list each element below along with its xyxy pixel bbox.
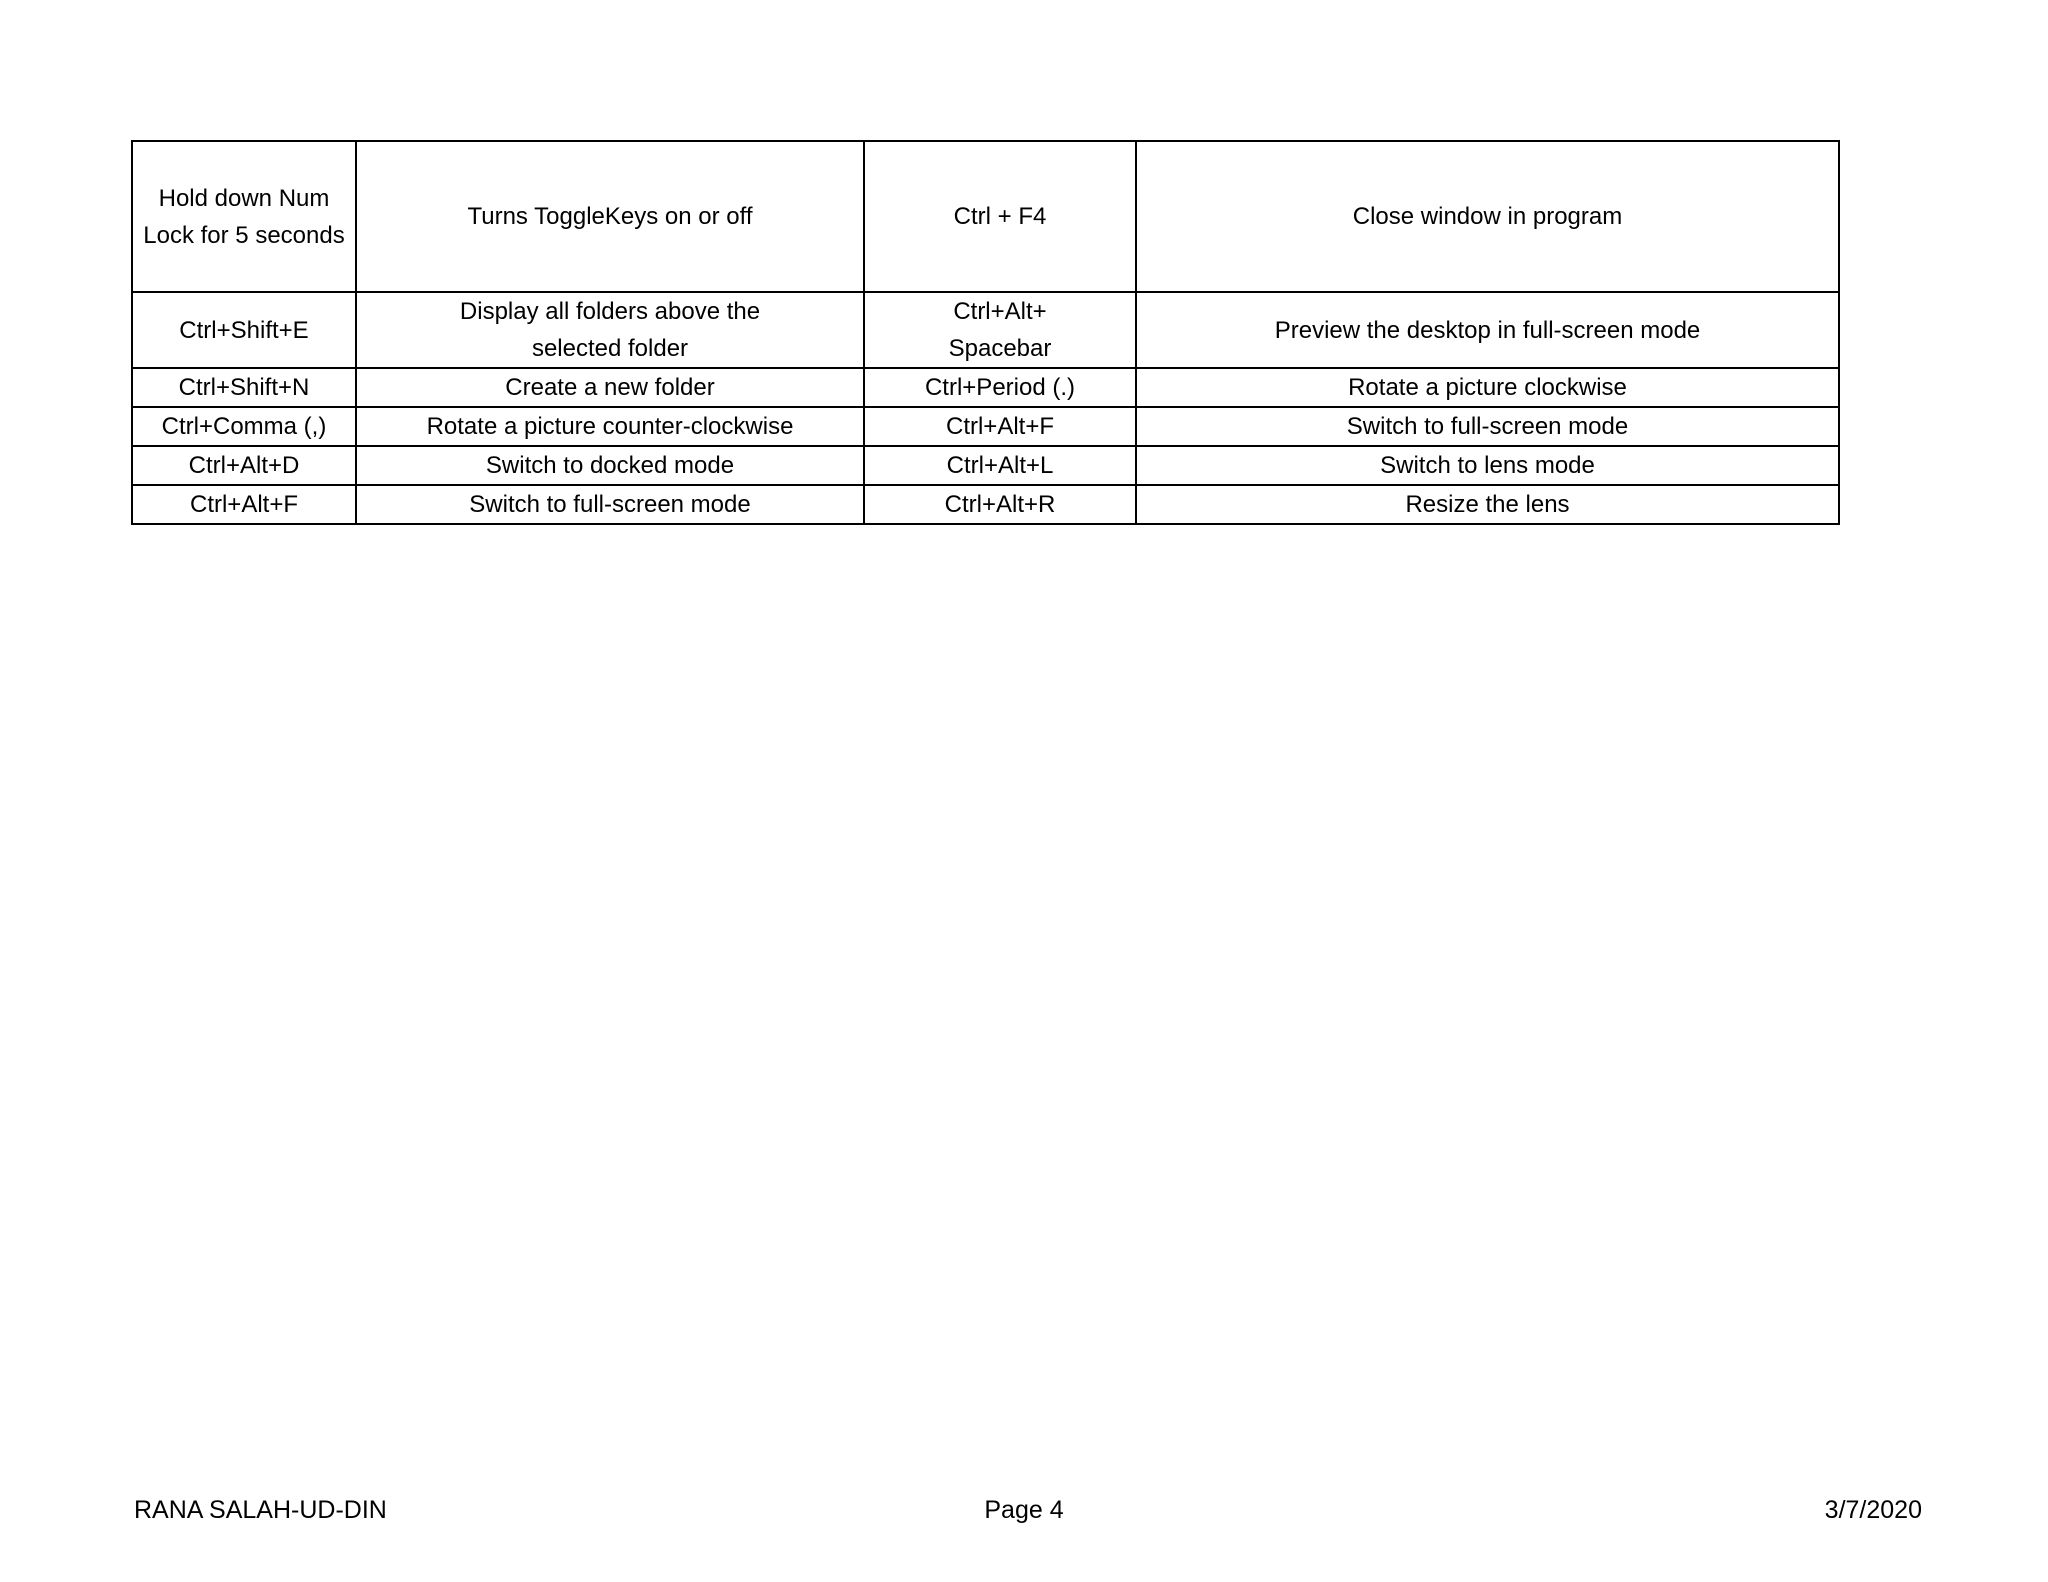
shortcut-key-cell: Ctrl+Alt+F [864, 407, 1136, 446]
footer-page-number: Page 4 [984, 1496, 1064, 1524]
shortcut-table [131, 140, 1840, 525]
table-row [132, 292, 1839, 368]
table-row [132, 446, 1839, 485]
shortcut-key-cell: Ctrl+Alt+R [864, 485, 1136, 524]
shortcut-description-cell: Rotate a picture clockwise [1136, 368, 1839, 407]
shortcut-description-cell: Create a new folder [356, 368, 864, 407]
shortcut-key-cell: Ctrl+Alt+F [132, 485, 356, 524]
shortcut-key-cell: Ctrl+Alt+ Spacebar [864, 292, 1136, 368]
shortcut-key-cell: Ctrl+Comma (,) [132, 407, 356, 446]
shortcut-description-cell: Close window in program [1136, 141, 1839, 292]
shortcut-description-cell: Rotate a picture counter-clockwise [356, 407, 864, 446]
shortcut-description-cell: Resize the lens [1136, 485, 1839, 524]
shortcut-description-cell: Preview the desktop in full-screen mode [1136, 292, 1839, 368]
table-row [132, 407, 1839, 446]
shortcut-key-cell: Ctrl+Alt+L [864, 446, 1136, 485]
shortcut-key-cell: Ctrl + F4 [864, 141, 1136, 292]
shortcut-description-cell: Switch to docked mode [356, 446, 864, 485]
footer-date: 3/7/2020 [1824, 1496, 1922, 1524]
table-row [132, 368, 1839, 407]
shortcut-description-cell: Turns ToggleKeys on or off [356, 141, 864, 292]
shortcut-key-cell: Ctrl+Shift+N [132, 368, 356, 407]
shortcut-description-cell: Switch to full-screen mode [356, 485, 864, 524]
table-row [132, 141, 1839, 292]
shortcut-description-cell: Switch to lens mode [1136, 446, 1839, 485]
footer-author: RANA SALAH-UD-DIN [134, 1496, 387, 1524]
shortcut-description-cell: Switch to full-screen mode [1136, 407, 1839, 446]
shortcut-key-cell: Ctrl+Alt+D [132, 446, 356, 485]
shortcut-key-cell: Hold down Num Lock for 5 seconds [132, 141, 356, 292]
table-row [132, 485, 1839, 524]
shortcut-description-cell: Display all folders above the selected folder [356, 292, 864, 368]
shortcut-key-cell: Ctrl+Period (.) [864, 368, 1136, 407]
shortcut-key-cell: Ctrl+Shift+E [132, 292, 356, 368]
